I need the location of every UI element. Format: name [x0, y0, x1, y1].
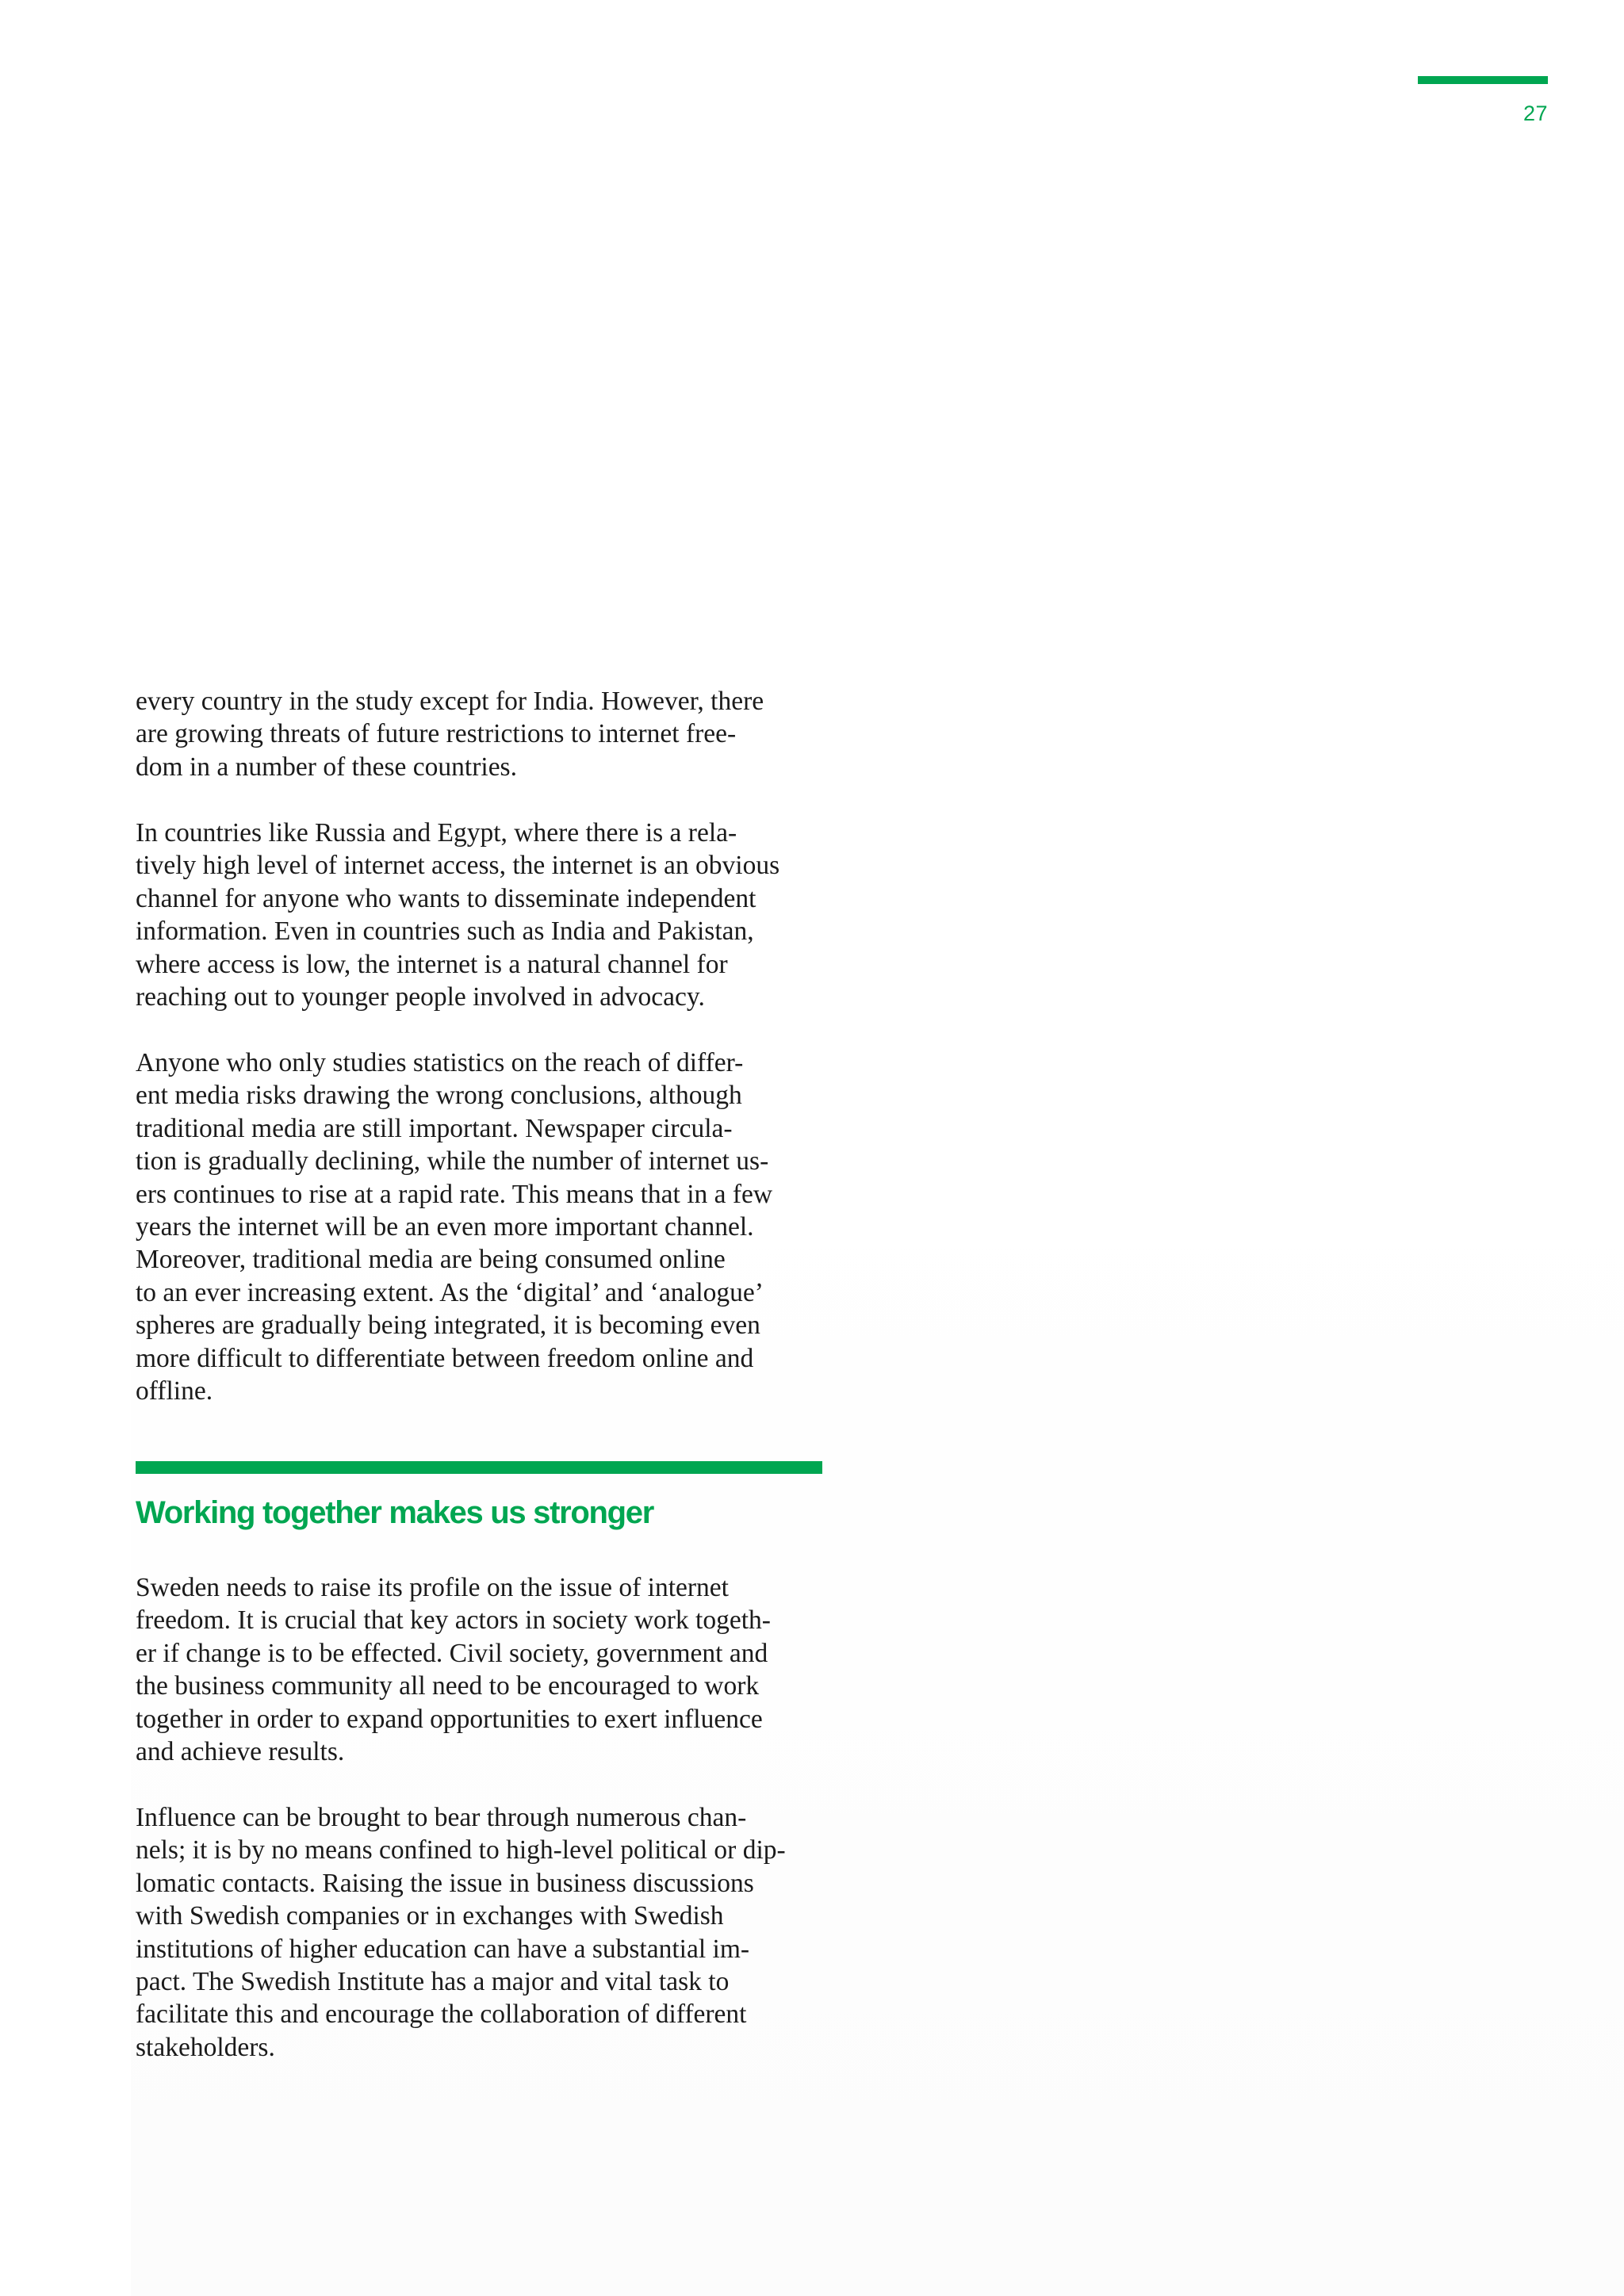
text-line: where access is low, the internet is a natural channel for	[136, 949, 728, 979]
text-line: ers continues to rise at a rapid rate. This means that in a few	[136, 1179, 773, 1209]
text-line: years the internet will be an even more important channel.	[136, 1212, 754, 1242]
section-divider-rule	[136, 1461, 822, 1474]
text-line: and achieve results.	[136, 1737, 345, 1767]
text-line: pact. The Swedish Institute has a major and vital task to	[136, 1967, 730, 1997]
text-line: together in order to expand opportunities to exert influence	[136, 1704, 763, 1734]
text-line: the business community all need to be encouraged to work	[136, 1671, 760, 1701]
text-line: reaching out to younger people involved in advocacy.	[136, 982, 705, 1012]
text-line: In countries like Russia and Egypt, where there is a rela-	[136, 818, 737, 848]
paragraph-3	[136, 1047, 825, 1407]
text-line: institutions of higher education can have a substantial im-	[136, 1934, 750, 1964]
text-line: are growing threats of future restrictions to internet free-	[136, 719, 737, 749]
text-line: more difficult to differentiate between freedom online and	[136, 1343, 754, 1373]
paragraph-1	[136, 685, 825, 783]
paragraph-2	[136, 817, 825, 1013]
text-line: dom in a number of these countries.	[136, 752, 517, 782]
text-line: nels; it is by no means confined to high-level political or dip-	[136, 1835, 786, 1866]
text-line: information. Even in countries such as India and Pakistan,	[136, 916, 754, 947]
text-line: facilitate this and encourage the collaboration of different	[136, 1999, 747, 2030]
text-line: stakeholders.	[136, 2032, 275, 2062]
header-accent-rule	[1418, 76, 1548, 84]
text-line: channel for anyone who wants to disseminate independent	[136, 883, 756, 913]
text-line: spheres are gradually being integrated, it is becoming even	[136, 1311, 760, 1341]
text-line: er if change is to be effected. Civil society, government and	[136, 1638, 768, 1668]
text-line: Anyone who only studies statistics on the reach of differ-	[136, 1048, 744, 1077]
section-heading: Working together makes us stronger	[136, 1495, 653, 1530]
section-paragraph-2	[136, 1801, 825, 2064]
text-line: offline.	[136, 1376, 213, 1406]
text-line: tion is gradually declining, while the number of internet us-	[136, 1146, 769, 1177]
section-paragraph-1	[136, 1571, 825, 1768]
text-line: tively high level of internet access, the internet is an obvious	[136, 851, 780, 881]
text-line: traditional media are still important. Newspaper circula-	[136, 1113, 733, 1143]
text-line: Sweden needs to raise its profile on the issue of internet	[136, 1573, 729, 1602]
text-line: lomatic contacts. Raising the issue in business discussions	[136, 1868, 754, 1898]
text-line: with Swedish companies or in exchanges with Swedish	[136, 1901, 724, 1931]
text-line: ent media risks drawing the wrong conclusions, although	[136, 1081, 742, 1111]
page-number: 27	[1522, 101, 1548, 125]
text-line: to an ever increasing extent. As the ‘digital’ and ‘analogue’	[136, 1277, 764, 1307]
text-line: Influence can be brought to bear through numerous chan-	[136, 1803, 747, 1832]
text-line: freedom. It is crucial that key actors in society work togeth-	[136, 1605, 771, 1636]
text-line: Moreover, traditional media are being consumed online	[136, 1245, 726, 1275]
text-line: every country in the study except for India. However, there	[136, 687, 764, 716]
